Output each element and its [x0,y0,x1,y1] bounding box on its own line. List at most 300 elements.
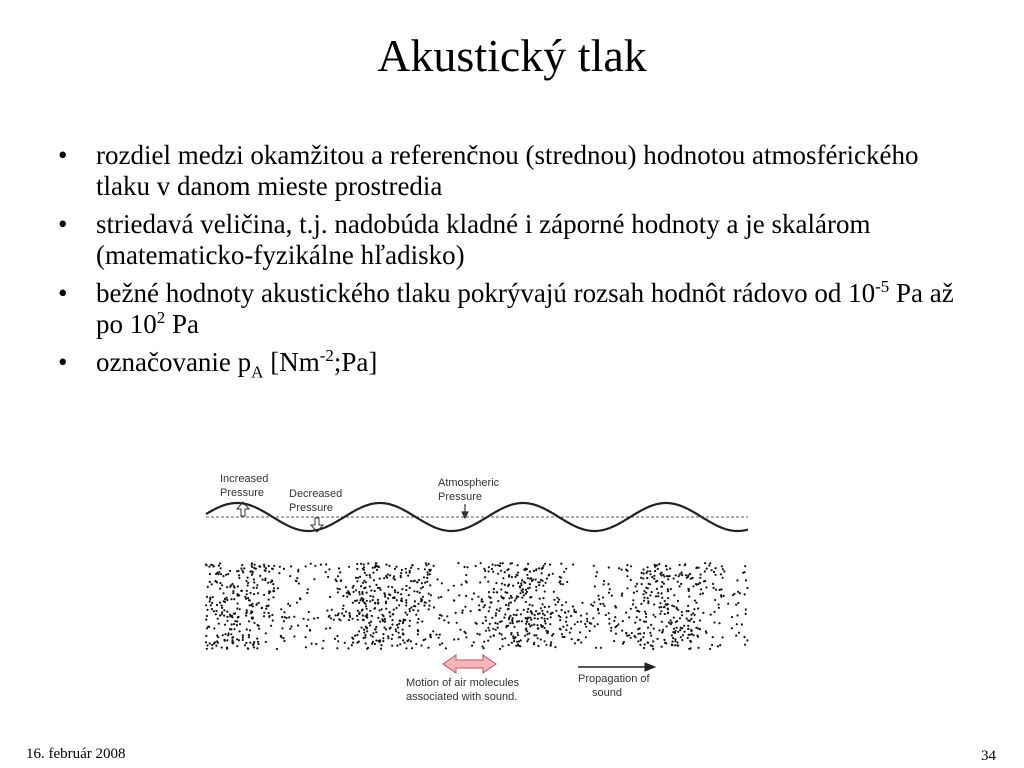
air-molecule [377,565,379,567]
air-molecule [363,632,365,634]
air-molecule [706,568,708,570]
air-molecule [358,630,360,632]
air-molecule [295,580,297,582]
air-molecule [229,570,231,572]
air-molecule [574,623,576,625]
motion-label-line1: Motion of air molecules [406,677,520,689]
air-molecule [471,598,473,600]
air-molecule [511,642,513,644]
air-molecule [223,615,225,617]
air-molecule [610,627,612,629]
air-molecule [380,644,382,646]
air-molecule [375,626,377,628]
air-molecule [661,646,663,648]
air-molecule [512,635,514,637]
air-molecule [217,642,219,644]
air-molecule [618,567,620,569]
air-molecule [402,639,404,641]
air-molecule [535,634,537,636]
air-molecule [210,604,212,606]
air-molecule [289,605,291,607]
air-molecule [309,630,311,632]
air-molecule [593,601,595,603]
air-molecule [461,612,463,614]
air-molecule [404,642,406,644]
air-molecule [439,644,441,646]
air-molecule [280,635,282,637]
air-molecule [223,600,225,602]
air-molecule [530,596,532,598]
air-molecule [232,583,234,585]
air-molecule [464,566,466,568]
air-molecule [381,618,383,620]
air-molecule [283,620,285,622]
air-molecule [473,592,475,594]
air-molecule [420,587,422,589]
air-molecule [658,629,660,631]
air-molecule [391,623,393,625]
air-molecule [360,597,362,599]
air-molecule [355,577,357,579]
air-molecule [676,606,678,608]
air-molecule [483,606,485,608]
air-molecule [407,640,409,642]
air-molecule [429,635,431,637]
air-molecule [741,623,743,625]
air-molecule [344,642,346,644]
air-molecule [348,566,350,568]
air-molecule [208,566,210,568]
air-molecule [664,642,666,644]
air-molecule [370,589,372,591]
air-molecule [320,564,322,566]
air-molecule [736,579,738,581]
air-molecule [645,592,647,594]
air-molecule [651,591,653,593]
air-molecule [534,614,536,616]
air-molecule [697,607,699,609]
air-molecule [414,580,416,582]
air-molecule [245,598,247,600]
air-molecule [409,608,411,610]
air-molecule [562,583,564,585]
air-molecule [224,598,226,600]
air-molecule [527,563,529,565]
air-molecule [686,618,688,620]
atmospheric-label-line2: Pressure [438,491,483,503]
air-molecule [626,575,628,577]
air-molecule [516,574,518,576]
air-molecule [457,562,459,564]
air-molecule [206,564,208,566]
air-molecule [595,575,597,577]
air-molecule [652,614,654,616]
air-molecule [380,589,382,591]
air-molecule [679,564,681,566]
air-molecule [281,616,283,618]
air-molecule [561,633,563,635]
air-molecule [680,583,682,585]
air-molecule [248,620,250,622]
air-molecule [356,568,358,570]
air-molecule [262,579,264,581]
exponent: -5 [875,277,890,296]
air-molecule [416,591,418,593]
air-molecule [366,600,368,602]
air-molecule [329,596,331,598]
air-molecule [365,605,367,607]
air-molecule [374,628,376,630]
air-molecule [246,628,248,630]
air-molecule [250,592,252,594]
air-molecule [205,635,207,637]
air-molecule [523,609,525,611]
air-molecule [567,610,569,612]
air-molecule [737,591,739,593]
air-molecule [495,629,497,631]
air-molecule [387,597,389,599]
air-molecule [548,574,550,576]
air-molecule [337,575,339,577]
air-molecule [529,583,531,585]
air-molecule [669,567,671,569]
air-molecule [691,577,693,579]
air-molecule [313,578,315,580]
air-molecule [686,577,688,579]
air-molecule [656,638,658,640]
air-molecule [649,594,651,596]
air-molecule [356,642,358,644]
air-molecule [206,615,208,617]
air-molecule [398,623,400,625]
air-molecule [558,581,560,583]
air-molecule [504,571,506,573]
air-molecule [499,648,501,650]
air-molecule [400,593,402,595]
air-molecule [571,638,573,640]
air-molecule [398,636,400,638]
air-molecule [345,611,347,613]
air-molecule [380,648,382,650]
air-molecule [540,607,542,609]
air-molecule [545,582,547,584]
air-molecule [590,603,592,605]
air-molecule [688,648,690,650]
air-molecule [363,629,365,631]
air-molecule [391,638,393,640]
air-molecule [501,638,503,640]
air-molecule [713,611,715,613]
air-molecule [428,593,430,595]
air-molecule [236,645,238,647]
air-molecule [360,563,362,565]
air-molecule [422,586,424,588]
air-molecule [608,592,610,594]
air-molecule [671,644,673,646]
air-molecule [211,608,213,610]
air-molecule [510,595,512,597]
air-molecule [398,632,400,634]
air-molecule [572,605,574,607]
air-molecule [368,622,370,624]
air-molecule [293,616,295,618]
air-molecule [497,623,499,625]
air-molecule [506,592,508,594]
air-molecule [221,646,223,648]
air-molecule [367,562,369,564]
air-molecule [641,583,643,585]
air-molecule [739,592,741,594]
air-molecule [554,646,556,648]
air-molecule [305,565,307,567]
air-molecule [221,613,223,615]
air-molecule [255,568,257,570]
air-molecule [693,621,695,623]
air-molecule [307,619,309,621]
air-molecule [438,637,440,639]
air-molecule [542,597,544,599]
air-molecule [501,633,503,635]
air-molecule [306,592,308,594]
air-molecule [492,563,494,565]
air-molecule [224,640,226,642]
air-molecule [679,629,681,631]
air-molecule [289,628,291,630]
air-molecule [517,564,519,566]
air-molecule [237,585,239,587]
air-molecule [633,592,635,594]
air-molecule [233,628,235,630]
air-molecule [680,572,682,574]
air-molecule [662,574,664,576]
air-molecule [642,636,644,638]
air-molecule [361,591,363,593]
air-molecule [374,643,376,645]
air-molecule [526,611,528,613]
air-molecule [366,627,368,629]
air-molecule [215,645,217,647]
air-molecule [218,565,220,567]
air-molecule [531,604,533,606]
air-molecule [488,591,490,593]
air-molecule [525,593,527,595]
air-molecule [656,564,658,566]
air-molecule [250,610,252,612]
air-molecule [445,647,447,649]
air-molecule [401,569,403,571]
air-molecule [273,587,275,589]
air-molecule [475,565,477,567]
air-molecule [639,633,641,635]
air-molecule [268,565,270,567]
air-molecule [352,638,354,640]
bullet-text-start: označovanie p [96,347,252,377]
air-molecule [681,611,683,613]
air-molecule [361,609,363,611]
air-molecule [410,640,412,642]
air-molecule [230,584,232,586]
air-molecule [372,632,374,634]
air-molecule [253,641,255,643]
air-molecule [402,629,404,631]
air-molecule [511,576,513,578]
air-molecule [342,595,344,597]
bullet-dot: • [58,140,68,170]
air-molecule [272,568,274,570]
air-molecule [409,572,411,574]
air-molecule [559,616,561,618]
air-molecule [268,599,270,601]
air-molecule [531,580,533,582]
air-molecule [359,593,361,595]
air-molecule [508,568,510,570]
air-molecule [677,600,679,602]
air-molecule [231,639,233,641]
air-molecule [509,563,511,565]
air-molecule [746,587,748,589]
air-molecule [525,601,527,603]
air-molecule [660,610,662,612]
air-molecule [667,597,669,599]
air-molecule [420,600,422,602]
air-molecule [506,625,508,627]
air-molecule [219,582,221,584]
air-molecule [377,602,379,604]
air-molecule [372,636,374,638]
exponent: 2 [156,308,166,327]
air-molecule [207,586,209,588]
air-molecule [346,596,348,598]
air-molecule [702,592,704,594]
air-molecule [383,577,385,579]
air-molecule [523,594,525,596]
air-molecule [271,614,273,616]
air-molecule [535,568,537,570]
air-molecule [537,618,539,620]
air-molecule [643,621,645,623]
air-molecule [361,627,363,629]
air-molecule [711,569,713,571]
air-molecule [673,605,675,607]
air-molecule [566,616,568,618]
air-molecule [543,627,545,629]
air-molecule [221,584,223,586]
air-molecule [256,587,258,589]
air-molecule [555,604,557,606]
air-molecule [642,577,644,579]
air-molecule [525,623,527,625]
air-molecule [414,605,416,607]
air-molecule [268,612,270,614]
air-molecule [657,595,659,597]
air-molecule [594,625,596,627]
air-molecule [478,604,480,606]
air-molecule [637,633,639,635]
air-molecule [226,616,228,618]
air-molecule [514,576,516,578]
air-molecule [438,617,440,619]
air-molecule [622,620,624,622]
bullet-text: striedavá veličina, t.j. nadobúda kladné i záporné hodnoty a je skalárom (matematicko-fyzikálne hľadisko) [96,209,871,270]
air-molecule [527,638,529,640]
air-molecule [339,571,341,573]
air-molecule [488,566,490,568]
air-molecule [505,604,507,606]
air-molecule [630,637,632,639]
air-molecule [400,575,402,577]
air-molecule [376,569,378,571]
air-molecule [276,648,278,650]
air-molecule [455,612,457,614]
air-molecule [628,616,630,618]
air-molecule [493,635,495,637]
air-molecule [441,582,443,584]
air-molecule [429,600,431,602]
air-molecule [563,636,565,638]
air-molecule [465,595,467,597]
increased-label-line2: Pressure [220,487,265,499]
air-molecule [425,602,427,604]
air-molecule [325,563,327,565]
air-molecule [513,626,515,628]
air-molecule [566,581,568,583]
air-molecule [395,630,397,632]
air-molecule [209,581,211,583]
air-molecule [384,618,386,620]
air-molecule [681,627,683,629]
air-molecule [391,645,393,647]
air-molecule [720,596,722,598]
air-molecule [385,608,387,610]
air-molecule [649,573,651,575]
air-molecule [690,629,692,631]
air-molecule [652,640,654,642]
air-molecule [527,608,529,610]
air-molecule [242,636,244,638]
air-molecule [222,592,224,594]
air-molecule [241,564,243,566]
air-molecule [430,594,432,596]
air-molecule [549,623,551,625]
bullet-item [58,346,978,382]
air-molecule [270,625,272,627]
air-molecule [677,631,679,633]
air-molecule [663,583,665,585]
air-molecule [742,572,744,574]
air-molecule [417,568,419,570]
air-molecule [647,566,649,568]
air-molecule [265,632,267,634]
air-molecule [357,577,359,579]
air-molecule [746,639,748,641]
air-molecule [526,633,528,635]
air-molecule [745,613,747,615]
air-molecule [625,632,627,634]
air-molecule [482,622,484,624]
air-molecule [245,615,247,617]
air-molecule [639,644,641,646]
air-molecule [684,563,686,565]
air-molecule [518,620,520,622]
air-molecule [393,575,395,577]
air-molecule [337,612,339,614]
air-molecule [559,619,561,621]
air-molecule [608,612,610,614]
air-molecule [382,633,384,635]
air-molecule [519,586,521,588]
air-molecule [399,620,401,622]
air-molecule [544,620,546,622]
